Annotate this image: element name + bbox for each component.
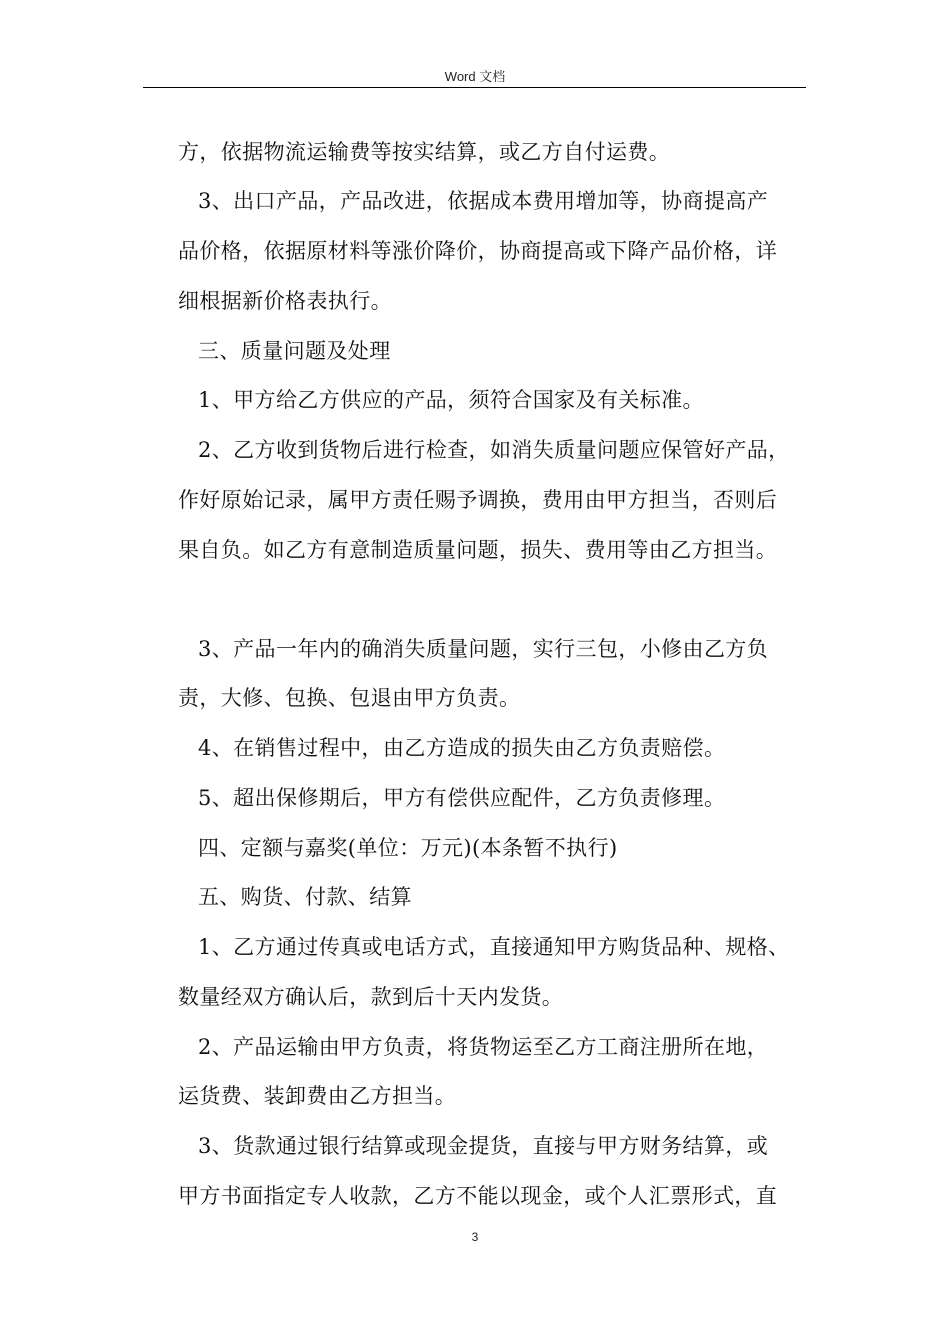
paragraph-line-20: 3、货款通过银行结算或现金提货，直接与甲方财务结算，或 — [198, 1134, 769, 1158]
paragraph-line-8: 作好原始记录，属甲方责任赐予调换，费用由甲方担当，否则后 — [178, 488, 778, 512]
paragraph-line-6: 1、甲方给乙方供应的产品，须符合国家及有关标准。 — [198, 388, 704, 412]
paragraph-line-17: 数量经双方确认后，款到后十天内发货。 — [178, 985, 564, 1009]
paragraph-line-2: 3、出口产品，产品改进，依据成本费用增加等，协商提高产 — [198, 189, 769, 213]
page-number: 3 — [471, 1230, 479, 1244]
paragraph-line-12: 4、在销售过程中，由乙方造成的损失由乙方负责赔偿。 — [198, 736, 726, 760]
paragraph-line-18: 2、产品运输由甲方负责，将货物运至乙方工商注册所在地， — [198, 1035, 769, 1059]
paragraph-line-19: 运货费、装卸费由乙方担当。 — [178, 1084, 457, 1108]
paragraph-line-4: 细根据新价格表执行。 — [178, 289, 392, 313]
paragraph-line-3: 品价格，依据原材料等涨价降价，协商提高或下降产品价格，详 — [178, 239, 778, 263]
header-divider — [143, 87, 806, 88]
paragraph-line-1: 方，依据物流运输费等按实结算，或乙方自付运费。 — [178, 140, 671, 164]
paragraph-line-13: 5、超出保修期后，甲方有偿供应配件，乙方负责修理。 — [198, 786, 726, 810]
paragraph-line-7: 2、乙方收到货物后进行检查，如消失质量问题应保管好产品， — [198, 438, 790, 462]
header-title: Word 文档 — [444, 69, 506, 84]
paragraph-line-11: 责，大修、包换、包退由甲方负责。 — [178, 686, 521, 710]
section-heading-4: 四、定额与嘉奖(单位：万元)(本条暂不执行) — [198, 836, 618, 860]
paragraph-line-16: 1、乙方通过传真或电话方式，直接通知甲方购货品种、规格、 — [198, 935, 790, 959]
paragraph-line-21: 甲方书面指定专人收款，乙方不能以现金，或个人汇票形式，直 — [178, 1184, 778, 1208]
section-heading-5: 五、购货、付款、结算 — [198, 885, 412, 909]
paragraph-line-9: 果自负。如乙方有意制造质量问题，损失、费用等由乙方担当。 — [178, 538, 778, 562]
section-heading-3: 三、质量问题及处理 — [198, 339, 391, 363]
paragraph-line-10: 3、产品一年内的确消失质量问题，实行三包，小修由乙方负 — [198, 637, 769, 661]
